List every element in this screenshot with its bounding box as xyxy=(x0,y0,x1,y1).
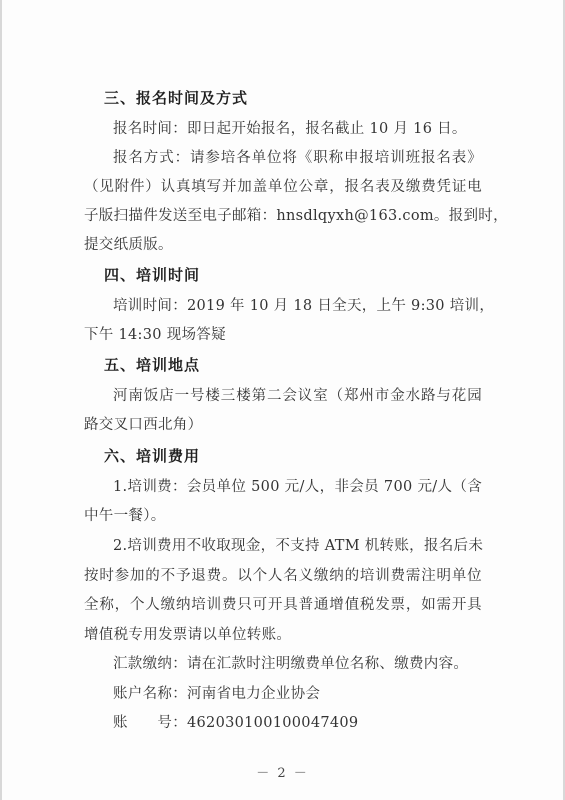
fee-policy-line-1: 2.培训费用不收取现金，不支持 ATM 机转账，报名后未 xyxy=(113,538,484,554)
registration-time-line: 报名时间：即日起开始报名，报名截止 10 月 16 日。 xyxy=(113,121,467,137)
page-number: － 2 － xyxy=(256,766,309,781)
page-left-edge xyxy=(0,0,2,800)
section-heading-training-fee: 六、培训费用 xyxy=(104,447,201,465)
fee-policy-line-4: 增值税专用发票请以单位转账。 xyxy=(84,627,292,643)
registration-method-line-4: 提交纸质版。 xyxy=(84,237,173,253)
section-heading-training-venue: 五、培训地点 xyxy=(104,356,201,374)
section-heading-training-time: 四、培训时间 xyxy=(104,266,201,284)
registration-method-line-2: （见附件）认真填写并加盖单位公章，报名表及缴费凭证电 xyxy=(84,179,482,195)
account-number-line: 账 号：462030100100047409 xyxy=(113,715,359,731)
registration-method-line-1: 报名方式：请参培各单位将《职称申报培训班报名表》 xyxy=(113,150,482,166)
fee-line-1: 1.培训费：会员单位 500 元/人，非会员 700 元/人（含 xyxy=(113,479,482,495)
venue-line-1: 河南饭店一号楼三楼第二会议室（郑州市金水路与花园 xyxy=(113,388,482,404)
training-time-line-1: 培训时间：2019 年 10 月 18 日全天，上午 9:30 培训， xyxy=(113,298,495,314)
registration-method-line-3: 子版扫描件发送至电子邮箱：hnsdlqyxh@163.com。报到时， xyxy=(84,208,508,224)
section-heading-registration: 三、报名时间及方式 xyxy=(104,89,249,107)
fee-line-2: 中午一餐）。 xyxy=(84,508,166,524)
fee-policy-line-3: 全称，个人缴纳培训费只可开具普通增值税发票，如需开具 xyxy=(84,597,482,613)
training-time-line-2: 下午 14:30 现场答疑 xyxy=(84,327,226,343)
venue-line-2: 路交叉口西北角） xyxy=(84,417,203,433)
account-name-line: 账户名称：河南省电力企业协会 xyxy=(113,686,321,702)
fee-policy-line-2: 按时参加的不予退费。以个人名义缴纳的培训费需注明单位 xyxy=(84,568,482,584)
remittance-note-line: 汇款缴纳：请在汇款时注明缴费单位名称、缴费内容。 xyxy=(113,656,469,672)
